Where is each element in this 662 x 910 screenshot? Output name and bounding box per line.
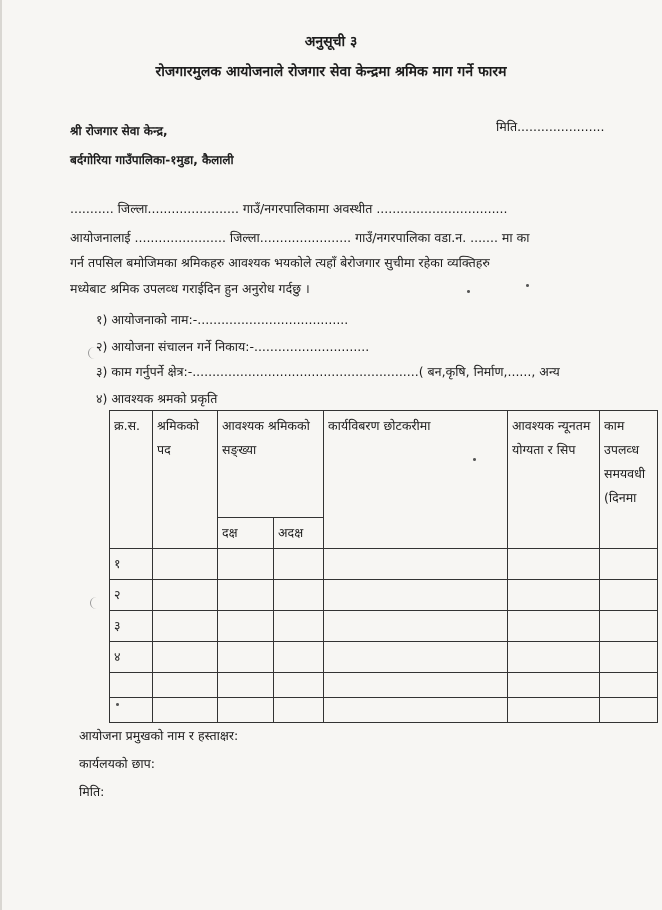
scan-speck — [473, 458, 476, 461]
table-row — [110, 642, 658, 673]
table-cell[interactable] — [274, 611, 324, 642]
table-cell[interactable] — [324, 673, 508, 698]
scan-speck — [116, 703, 119, 706]
header-qualification: आवश्यक न्यूनतम योग्यता र सिप — [508, 411, 600, 549]
row-serial: ४ — [110, 642, 153, 673]
table-cell[interactable] — [153, 642, 218, 673]
table-cell[interactable] — [274, 673, 324, 698]
table-cell[interactable] — [508, 698, 600, 723]
date-field: मिति...................... — [496, 119, 605, 134]
table-cell[interactable] — [218, 580, 274, 611]
table-cell[interactable] — [218, 673, 274, 698]
body-line-3: गर्न तपसिल बमोजिमका श्रमिकहरु आवश्यक भयकोले त्यहाँ बेरोजगार सुचीमा रहेका व्यक्तिहरु — [70, 255, 490, 270]
footer-date: मिति: — [79, 784, 105, 799]
row-serial — [110, 673, 153, 698]
header-period: काम उपलव्ध समयवधी (दिनमा — [600, 411, 658, 549]
table-cell[interactable] — [218, 642, 274, 673]
office-stamp: कार्यलयको छाप: — [79, 756, 155, 771]
body-line-2: आयोजनालाई ....................... जिल्ला....................... गाउँ/नगरपालिका वडा.न. ....... मा का — [70, 230, 530, 245]
table-cell[interactable] — [153, 611, 218, 642]
table-cell[interactable] — [218, 698, 274, 723]
table-cell[interactable] — [324, 642, 508, 673]
body-line-1: ........... जिल्ला....................... गाउँ/नगरपालिकामा अवस्थीत ................................. — [70, 201, 508, 216]
table-cell[interactable] — [508, 549, 600, 580]
table-cell[interactable] — [324, 580, 508, 611]
table-cell[interactable] — [274, 698, 324, 723]
table-cell[interactable] — [274, 642, 324, 673]
table-cell[interactable] — [274, 580, 324, 611]
table-cell[interactable] — [508, 673, 600, 698]
header-description: कार्यविबरण छोटकरीमा — [324, 411, 508, 549]
punch-hole-mark — [88, 347, 101, 359]
table-row — [110, 549, 658, 580]
item-implementing-agency: २) आयोजना संचालन गर्ने निकाय:-............................. — [96, 339, 370, 354]
punch-hole-mark — [90, 597, 103, 609]
table-row — [110, 698, 658, 723]
recipient-address: बर्दगोरिया गाउँपालिका-१मुडा, कैलाली — [70, 153, 234, 167]
table-cell[interactable] — [324, 549, 508, 580]
table-cell[interactable] — [153, 698, 218, 723]
header-post: श्रमिकको पद — [153, 411, 218, 549]
table-row — [110, 580, 658, 611]
form-title: रोजगारमुलक आयोजनाले रोजगार सेवा केन्द्रमा श्रमिक माग गर्ने फारम — [155, 64, 507, 80]
item-labour-nature: ४) आवश्यक श्रमको प्रकृति — [96, 391, 218, 406]
recipient-line: श्री रोजगार सेवा केन्द्र, — [70, 124, 168, 138]
table-cell[interactable] — [600, 611, 658, 642]
table-cell[interactable] — [600, 698, 658, 723]
subheader-skilled: दक्ष — [218, 518, 274, 549]
table-cell[interactable] — [153, 549, 218, 580]
table-cell[interactable] — [508, 611, 600, 642]
table-cell[interactable] — [600, 549, 658, 580]
scan-speck — [467, 290, 470, 293]
labour-demand-table — [109, 410, 658, 723]
table-cell[interactable] — [153, 580, 218, 611]
table-cell[interactable] — [600, 673, 658, 698]
item-project-name: १) आयोजनाको नाम:-...................................... — [96, 312, 349, 327]
table-cell[interactable] — [508, 642, 600, 673]
table-cell[interactable] — [600, 580, 658, 611]
table-row — [110, 673, 658, 698]
header-serial: क्र.स. — [110, 411, 153, 549]
table-cell[interactable] — [600, 642, 658, 673]
item-work-area: ३) काम गर्नुपर्ने क्षेत्र:-.........................................................( बन,कृषि, निर्माण,......, अन्य — [96, 364, 560, 379]
header-count: आवश्यक श्रमिकको सङ्ख्या — [218, 411, 324, 518]
table-cell[interactable] — [218, 549, 274, 580]
table-cell[interactable] — [508, 580, 600, 611]
table-cell[interactable] — [153, 673, 218, 698]
row-serial: ३ — [110, 611, 153, 642]
subheader-unskilled: अदक्ष — [274, 518, 324, 549]
row-serial: २ — [110, 580, 153, 611]
table-cell[interactable] — [218, 611, 274, 642]
row-serial: १ — [110, 549, 153, 580]
project-chief-signature: आयोजना प्रमुखको नाम र हस्ताक्षर: — [79, 728, 239, 743]
table-cell[interactable] — [324, 698, 508, 723]
annex-title: अनुसूची ३ — [304, 34, 358, 50]
table-row — [110, 611, 658, 642]
scan-speck — [526, 284, 529, 287]
body-line-4: मध्येबाट श्रमिक उपलव्ध गराईदिन हुन अनुरोध गर्दछु । — [70, 281, 310, 296]
table-cell[interactable] — [274, 549, 324, 580]
row-serial — [110, 698, 153, 723]
table-cell[interactable] — [324, 611, 508, 642]
